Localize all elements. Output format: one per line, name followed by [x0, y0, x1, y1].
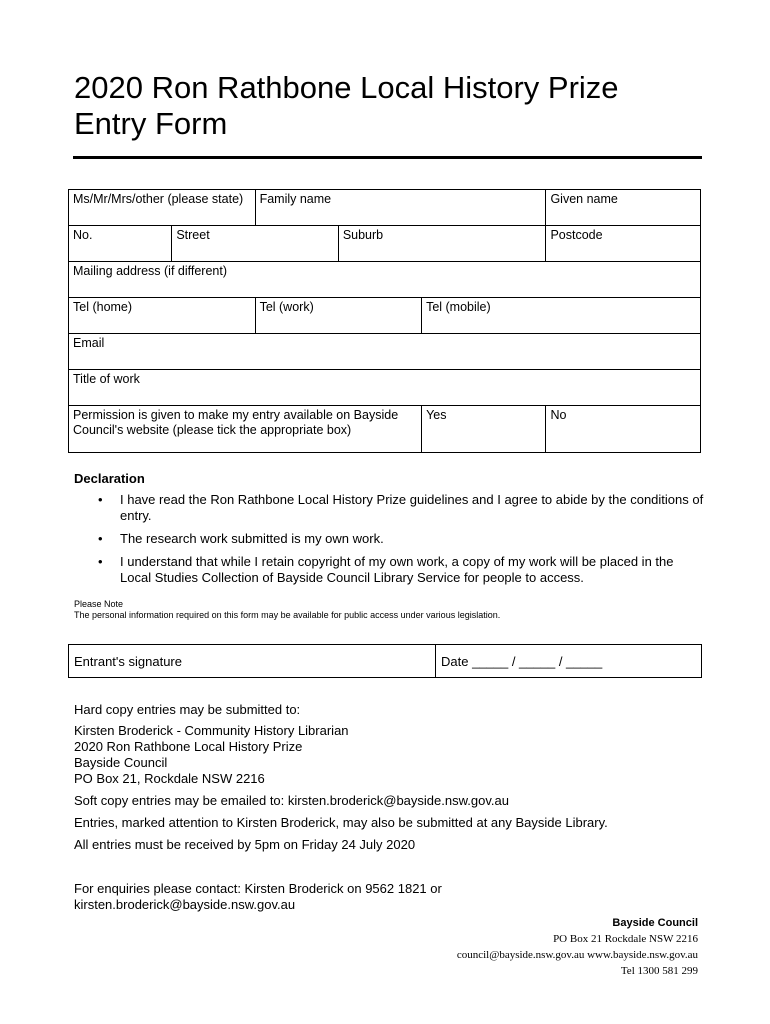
footer-org-name: Bayside Council: [612, 917, 698, 929]
permission-no-box[interactable]: No: [546, 406, 701, 453]
phone-row: [69, 298, 701, 334]
declaration-item: • The research work submitted is my own work.: [74, 531, 704, 547]
declaration-item: • I understand that while I retain copyright of my own work, a copy of my work will be placed in the Local Studies Collection of Bayside Council Library Service for people to access.: [74, 554, 704, 586]
mailing-address-field[interactable]: Mailing address (if different): [69, 262, 701, 298]
salutation-field[interactable]: Ms/Mr/Mrs/other (please state): [69, 190, 256, 226]
title-line-2: Entry Form: [74, 106, 228, 141]
signature-table: [68, 644, 702, 678]
title-divider: [73, 156, 702, 159]
enquiries-line-1: For enquiries please contact: Kirsten Broderick on 9562 1821 or: [74, 881, 442, 896]
suburb-field[interactable]: Suburb: [338, 226, 546, 262]
submission-info: [74, 702, 714, 853]
deadline-text: All entries must be received by 5pm on Friday 24 July 2020: [74, 837, 416, 852]
title-of-work-row: [69, 370, 701, 406]
email-field[interactable]: Email: [69, 334, 701, 370]
declaration-section: [74, 471, 704, 593]
date-field[interactable]: Date _____ / _____ / _____: [436, 645, 702, 678]
hard-copy-intro: Hard copy entries may be submitted to:: [74, 702, 301, 717]
soft-copy-text: Soft copy entries may be emailed to: kirsten.broderick@bayside.nsw.gov.au: [74, 793, 509, 808]
declaration-item: • I have read the Ron Rathbone Local History Prize guidelines and I agree to abide by the conditions of entry.: [74, 492, 704, 524]
page-title: [74, 70, 714, 142]
address-line: Bayside Council: [74, 755, 168, 770]
email-row: [69, 334, 701, 370]
permission-yes-box[interactable]: Yes: [422, 406, 546, 453]
permission-text: Permission is given to make my entry available on Bayside Council's website (please tick the appropriate box): [69, 406, 422, 453]
note-text: The personal information required on this form may be available for public access under various legislation.: [74, 610, 501, 620]
street-field[interactable]: Street: [172, 226, 339, 262]
privacy-note: [74, 599, 704, 621]
tel-home-field[interactable]: Tel (home): [69, 298, 256, 334]
address-line: Kirsten Broderick - Community History Librarian: [74, 723, 349, 738]
entry-details-table: [68, 189, 701, 453]
mailing-row: [69, 262, 701, 298]
note-heading: Please Note: [74, 599, 124, 609]
tel-work-field[interactable]: Tel (work): [255, 298, 422, 334]
address-line: 2020 Ron Rathbone Local History Prize: [74, 739, 303, 754]
permission-row: [69, 406, 701, 453]
tel-mobile-field[interactable]: Tel (mobile): [422, 298, 701, 334]
address-row: [69, 226, 701, 262]
enquiries-info: [74, 881, 714, 913]
council-footer: [457, 915, 698, 979]
name-row: [69, 190, 701, 226]
declaration-list: [74, 492, 704, 586]
enquiries-email: kirsten.broderick@bayside.nsw.gov.au: [74, 897, 296, 912]
library-submission-text: Entries, marked attention to Kirsten Broderick, may also be submitted at any Bayside Library.: [74, 815, 608, 830]
declaration-heading: Declaration: [74, 471, 145, 486]
title-of-work-field[interactable]: Title of work: [69, 370, 701, 406]
street-number-field[interactable]: No.: [69, 226, 172, 262]
footer-contacts: council@bayside.nsw.gov.au www.bayside.nsw.gov.au: [456, 949, 698, 961]
address-line: PO Box 21, Rockdale NSW 2216: [74, 771, 265, 786]
title-line-1: 2020 Ron Rathbone Local History Prize: [74, 70, 619, 105]
family-name-field[interactable]: Family name: [255, 190, 546, 226]
footer-tel: Tel 1300 581 299: [620, 965, 698, 977]
footer-po-box: PO Box 21 Rockdale NSW 2216: [553, 933, 698, 945]
postcode-field[interactable]: Postcode: [546, 226, 701, 262]
entrant-signature-field[interactable]: Entrant's signature: [69, 645, 436, 678]
given-name-field[interactable]: Given name: [546, 190, 701, 226]
